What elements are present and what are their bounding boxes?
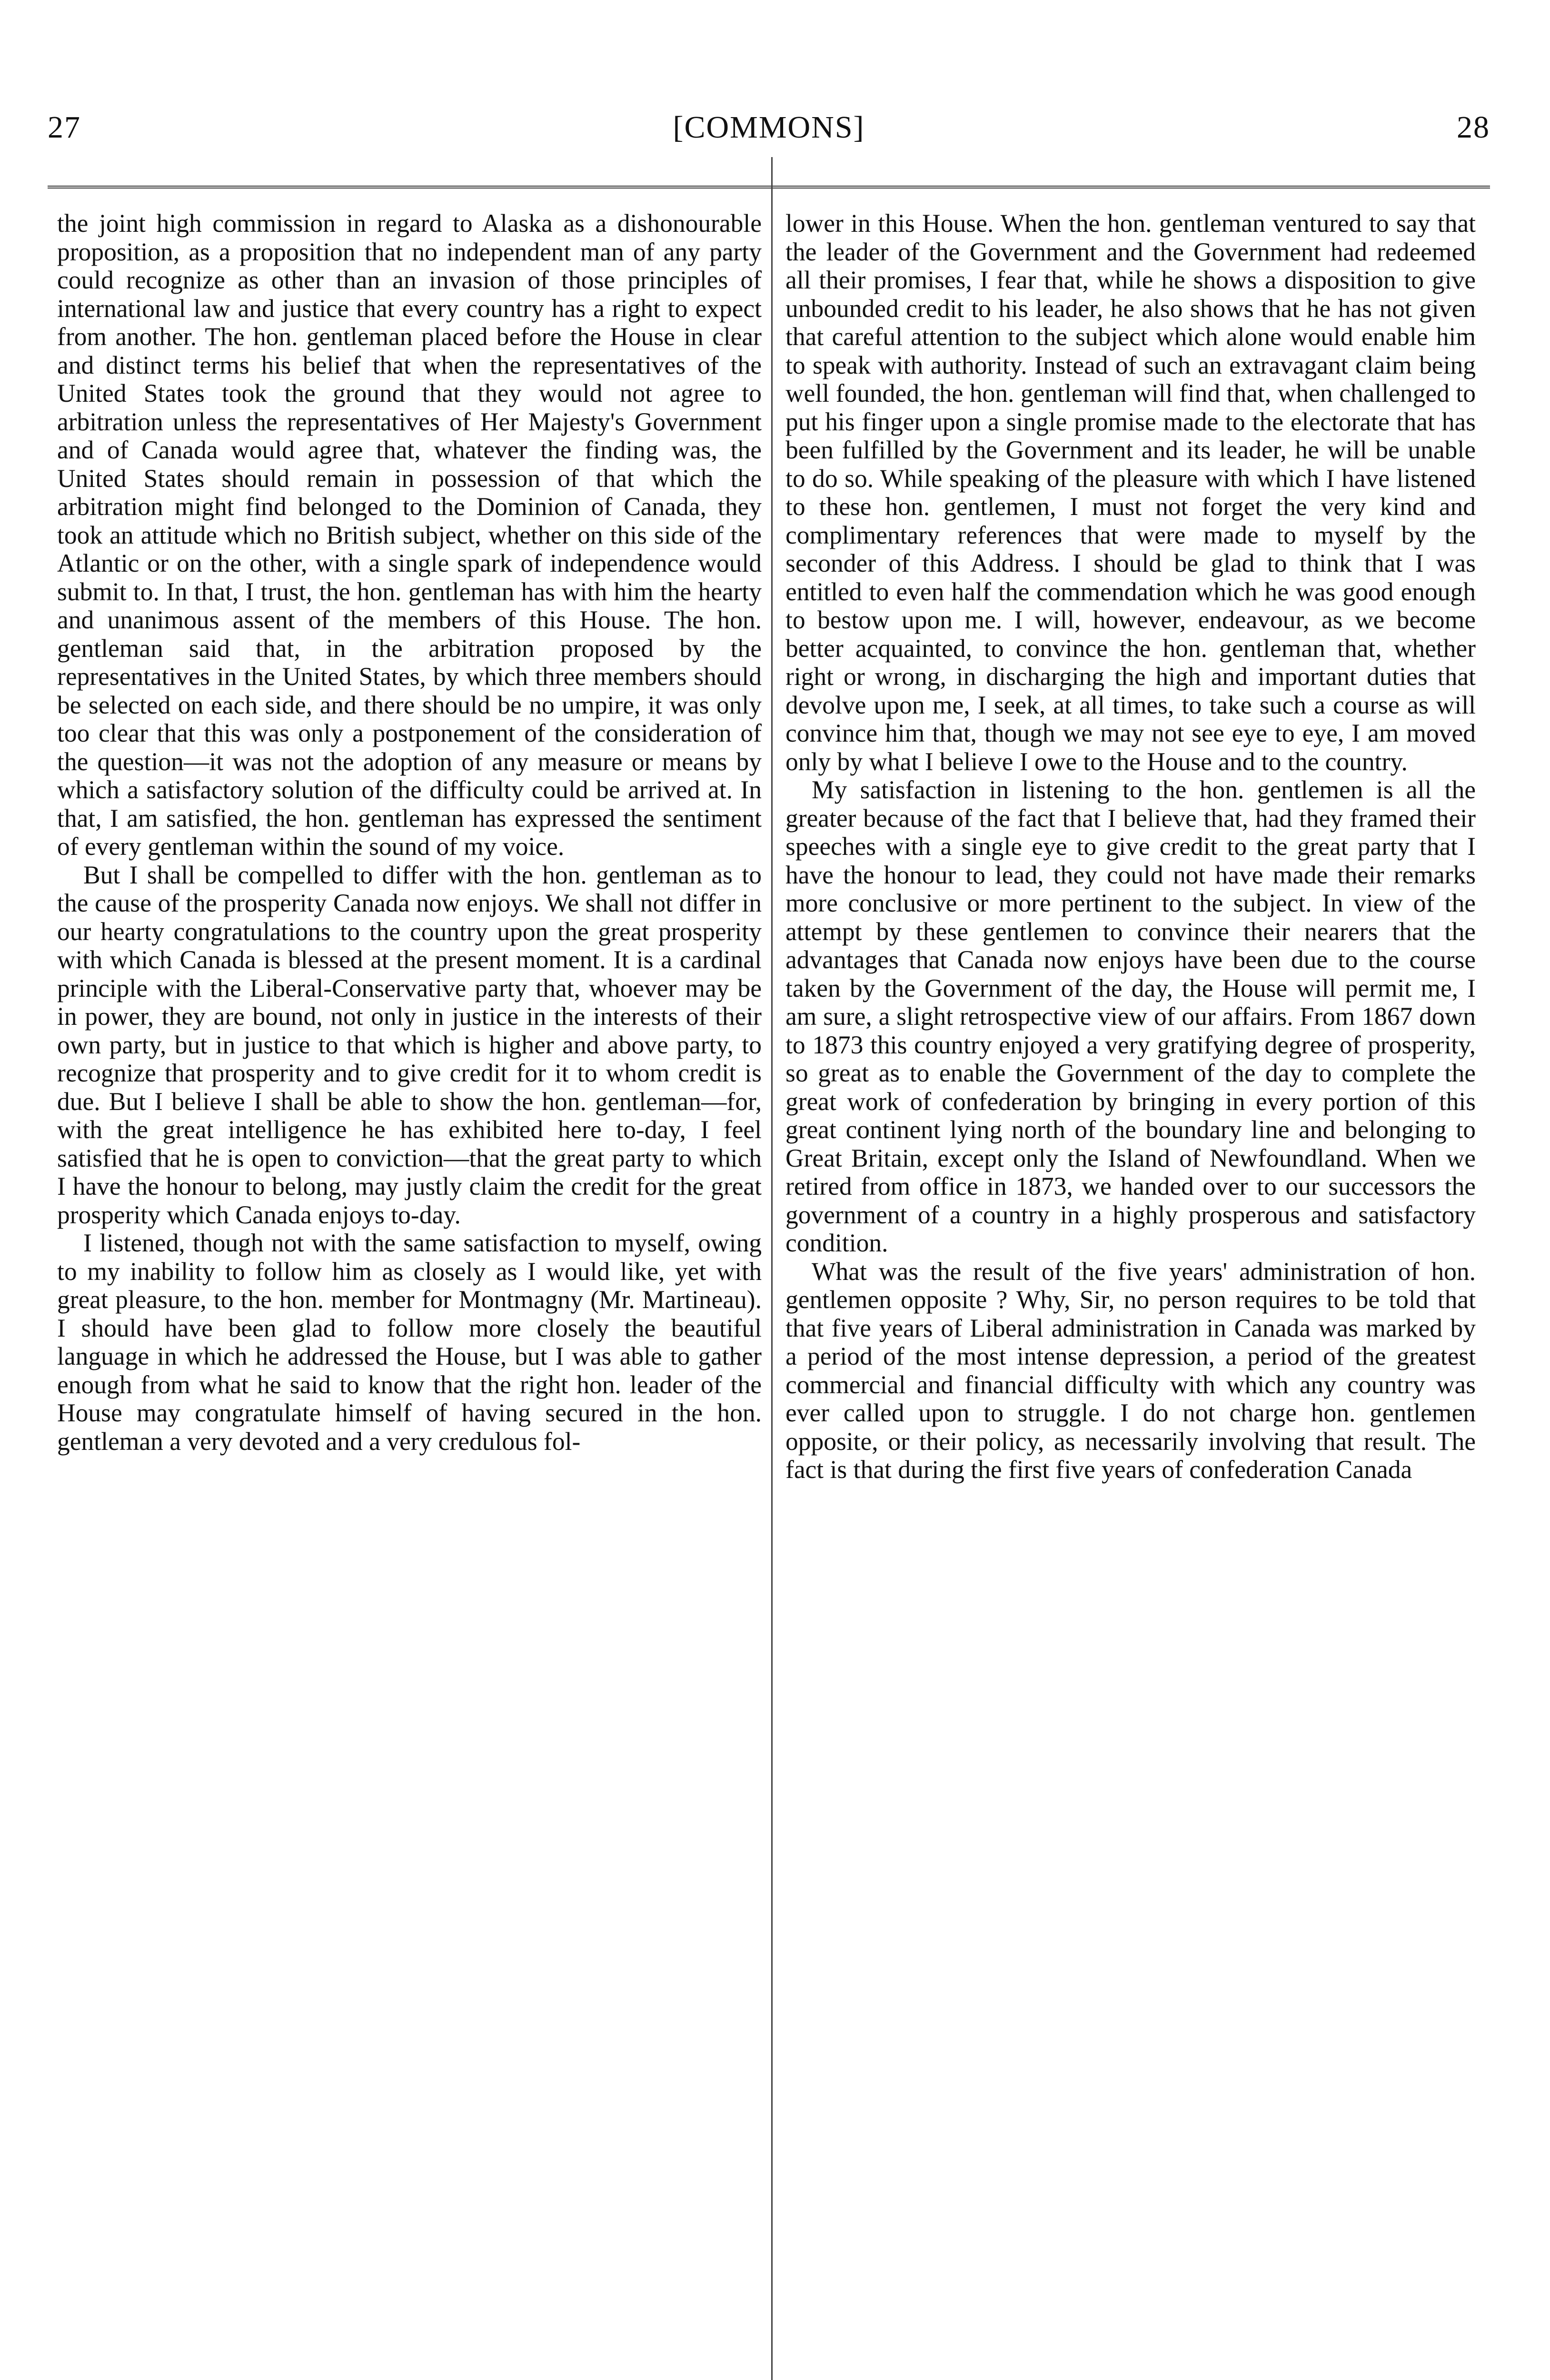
- paragraph: the joint high commission in regard to Alaska as a dishonourable proposition, as a proposition that no independent man of any party could recognize as other than an invasion of those principles of international law and justice that every country has a right to expect from another. The hon. gentleman placed before the House in clear and distinct terms his belief that when the representatives of the United States took the ground that they would not agree to arbitration unless the representatives of Her Majesty's Government and of Canada would agree that, whatever the finding was, the United States should remain in possession of that which the arbitration might find belonged to the Dominion of Canada, they took an attitude which no British subject, whether on this side of the Atlantic or on the other, with a single spark of independence would submit to. In that, I trust, the hon. gentleman has with him the hearty and unanimous assent of the members of this House. The hon. gentleman said that, in the arbitration proposed by the representatives in the United States, by which three members should be selected on each side, and there should be no umpire, it was only too clear that this was only a postponement of the consideration of the question—it was not the adoption of any measure or means by which a satisfactory solution of the difficulty could be arrived at. In that, I am satisfied, the hon. gentleman has expressed the sentiment of every gentleman within the sound of my voice.: [57, 209, 762, 861]
- paragraph: I listened, though not with the same satisfaction to myself, owing to my inability to follow him as closely as I would like, yet with great pleasure, to the hon. member for Montmagny (Mr. Martineau). I should have been glad to follow more closely the beautiful language in which he addressed the House, but I was able to gather enough from what he said to know that the right hon. leader of the House may congratulate himself of having secured in the hon. gentleman a very devoted and a very credulous fol-: [57, 1229, 762, 1456]
- paragraph: lower in this House. When the hon. gentleman ventured to say that the leader of the Government and the Government had redeemed all their promises, I fear that, while he shows a disposition to give unbounded credit to his leader, he also shows that he has not given that careful attention to the subject which alone would enable him to speak with authority. Instead of such an extravagant claim being well founded, the hon. gentleman will find that, when challenged to put his finger upon a single promise made to the electorate that has been fulfilled by the Government and its leader, he will be unable to do so. While speaking of the pleasure with which I have listened to these hon. gentlemen, I must not forget the very kind and complimentary references that were made to myself by the seconder of this Address. I should be glad to think that I was entitled to even half the commendation which he was good enough to bestow upon me. I will, however, endeavour, as we become better acquainted, to convince the hon. gentleman that, whether right or wrong, in discharging the high and important duties that devolve upon me, I seek, at all times, to take such a course as will convince him that, though we may not see eye to eye, I am moved only by what I believe I owe to the House and to the country.: [785, 209, 1476, 776]
- header-rule: [48, 186, 1490, 188]
- column-divider: [771, 157, 773, 2380]
- page-header: [48, 95, 1490, 162]
- paragraph: What was the result of the five years' administration of hon. gentlemen opposite ? Why, Sir, no person requires to be told that that five years of Liberal administration in Canada was marked by a period of the most intense depression, a period of the greatest commercial and financial difficulty with which any country was ever called upon to struggle. I do not charge hon. gentlemen opposite, or their policy, as necessarily involving that result. The fact is that during the first five years of confederation Canada: [785, 1257, 1476, 1484]
- right-column: [785, 209, 1476, 1484]
- page-number-left: 27: [48, 110, 81, 145]
- paragraph: But I shall be compelled to differ with the hon. gentleman as to the cause of the prosperity Canada now enjoys. We shall not differ in our hearty congratulations to the country upon the great prosperity with which Canada is blessed at the present moment. It is a cardinal principle with the Liberal-Conservative party that, whoever may be in power, they are bound, not only in justice in the interests of their own party, but in justice to that which is higher and above party, to recognize that prosperity and to give credit for it to whom credit is due. But I believe I shall be able to show the hon. gentleman—for, with the great intelligence he has exhibited here to-day, I feel satisfied that he is open to conviction—that the great party to which I have the honour to belong, may justly claim the credit for the great prosperity which Canada enjoys to-day.: [57, 860, 762, 1229]
- running-title: [COMMONS]: [673, 110, 865, 145]
- paragraph: My satisfaction in listening to the hon. gentlemen is all the greater because of the fact that I believe that, had they framed their speeches with a single eye to give credit to the great party that I have the honour to lead, they could not have made their remarks more conclusive or more pertinent to the subject. In view of the attempt by these gentlemen to convince their nearers that the advantages that Canada now enjoys have been due to the course taken by the Government of the day, the House will permit me, I am sure, a slight retrospective view of our affairs. From 1867 down to 1873 this country enjoyed a very gratifying degree of prosperity, so great as to enable the Government of the day to complete the great work of confederation by bringing in every portion of this great continent lying north of the boundary line and belonging to Great Britain, except only the Island of Newfoundland. When we retired from office in 1873, we handed over to our successors the government of a country in a highly prosperous and satisfactory condition.: [785, 775, 1476, 1257]
- page-number-right: 28: [1457, 110, 1490, 145]
- left-column: [57, 209, 762, 1456]
